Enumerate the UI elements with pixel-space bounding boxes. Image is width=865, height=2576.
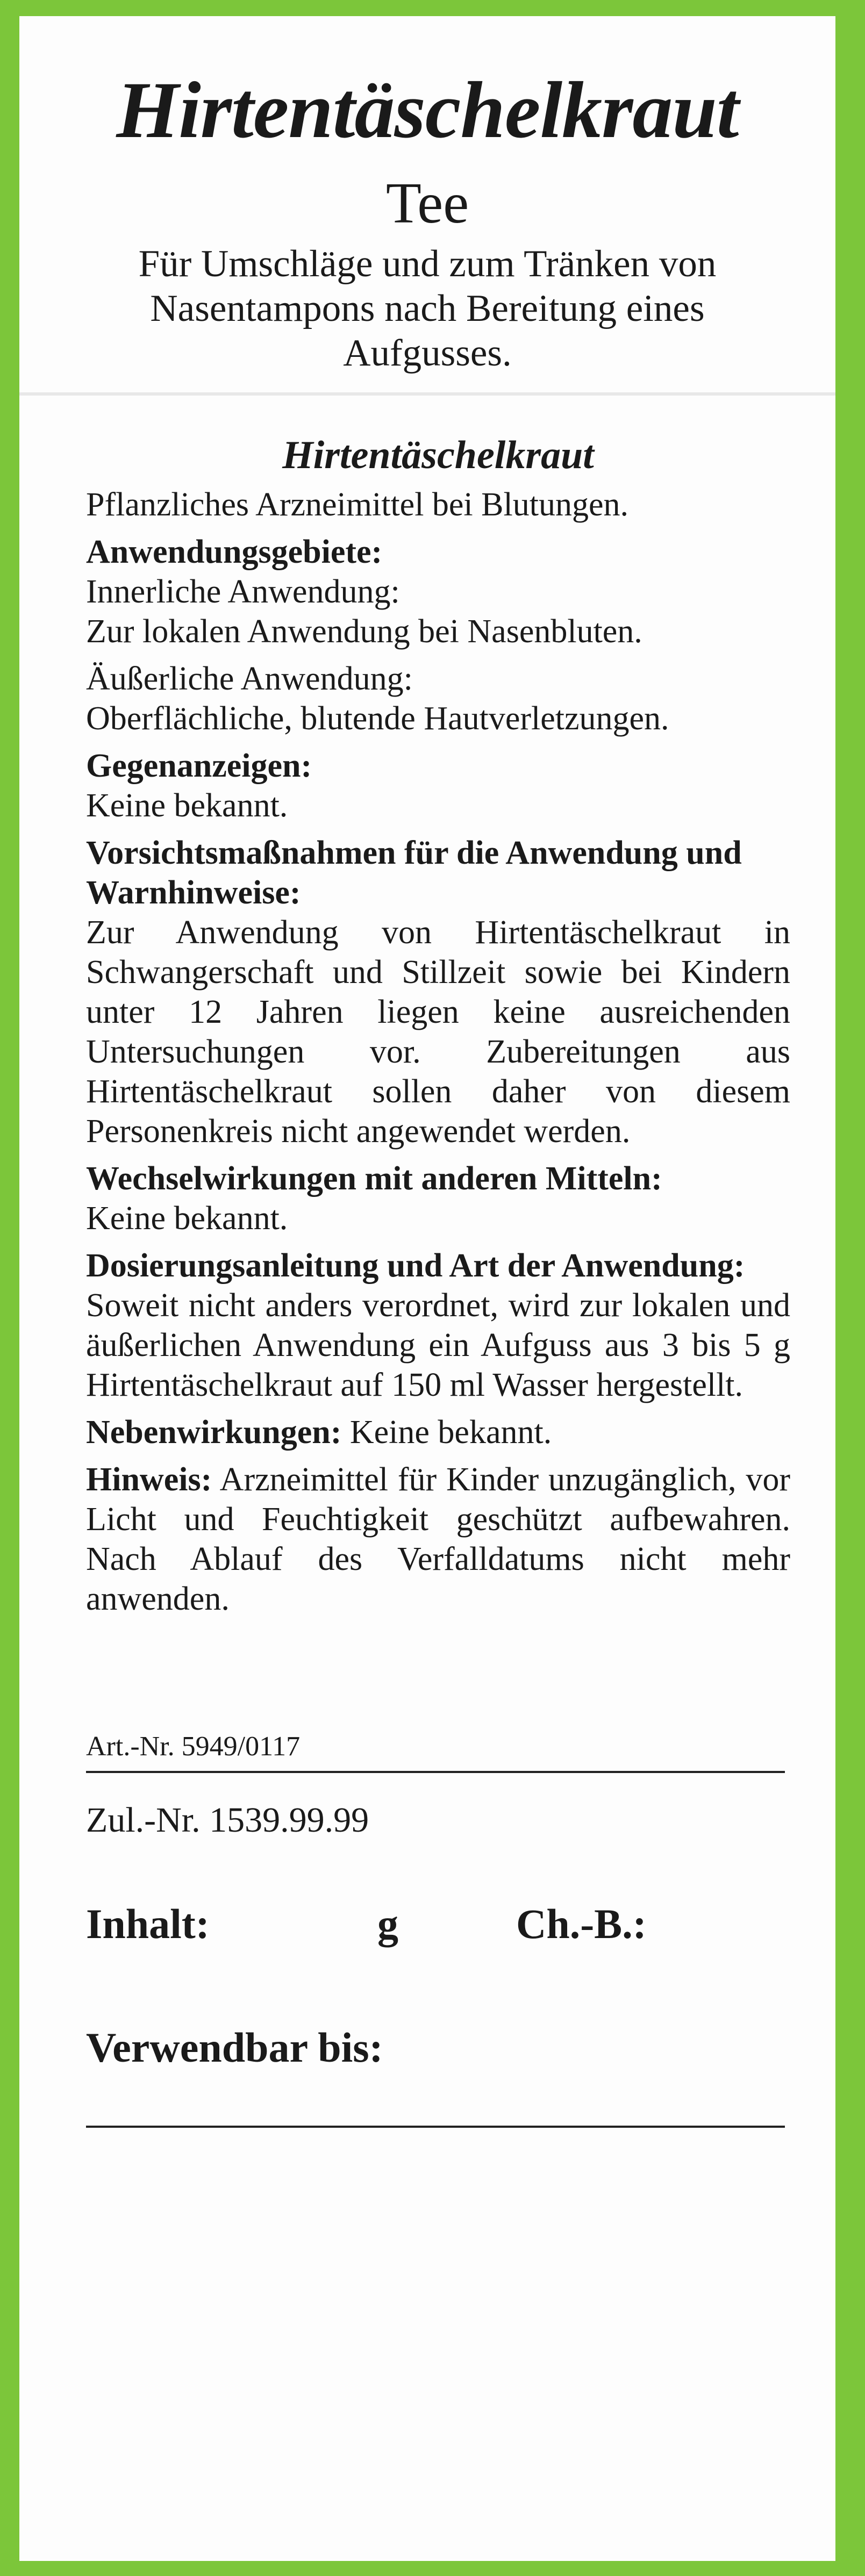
content-unit: g — [377, 1900, 398, 1947]
product-subtitle: Tee — [385, 171, 469, 235]
batch-label: Ch.-B.: — [516, 1900, 647, 1947]
content-label: Inhalt: — [86, 1900, 210, 1947]
heading-gegenanzeigen: Gegenanzeigen: — [86, 748, 312, 784]
package-leaflet-text — [86, 435, 790, 1626]
heading-anwendungsgebiete: Anwendungsgebiete: — [86, 534, 383, 570]
internal-use-text: Zur lokalen Anwendung bei Nasenbluten. — [86, 613, 642, 650]
heading-wechselwirkungen: Wechselwirkungen mit anderen Mitteln: — [86, 1160, 662, 1197]
heading-nebenwirkungen: Nebenwirkungen: — [86, 1414, 342, 1451]
heading-dosierung: Dosierungsanleitung und Art der Anwendung: — [86, 1247, 745, 1284]
heading-vorsichtsmassnahmen: Vorsichtsmaßnahmen für die Anwendung und Warnhinweise: — [86, 835, 742, 911]
product-usage-description: Für Umschläge und zum Tränken von Nasentampons nach Bereitung eines Aufgusses. — [138, 243, 717, 374]
heading-hinweis: Hinweis: — [86, 1461, 212, 1498]
section-dosierung — [86, 1246, 790, 1405]
external-use-text: Oberflächliche, blutende Hautverletzungen. — [86, 700, 669, 737]
nebenwirkungen-text: Keine bekannt. — [349, 1414, 552, 1451]
package-label — [19, 16, 835, 2561]
dosierung-text: Soweit nicht anders verordnet, wird zur lokalen und äußerlichen Anwendung ein Aufguss aus 3 bis 5 g Hirtentäschelkraut auf 150 ml Wasser hergestellt. — [86, 1287, 790, 1403]
product-title: Hirtentäschelkraut — [116, 66, 739, 155]
section-wechselwirkungen — [86, 1159, 790, 1238]
external-use-label: Äußerliche Anwendung: — [86, 661, 413, 697]
hinweis-text: Arzneimittel für Kinder unzugänglich, vor Licht und Feuchtigkeit geschützt aufbewahren. Nach Ablauf des Verfalldatums nicht mehr anwenden. — [86, 1461, 790, 1617]
internal-use-label: Innerliche Anwendung: — [86, 573, 400, 610]
section-nebenwirkungen — [86, 1412, 790, 1452]
intro-text: Pflanzliches Arzneimittel bei Blutungen. — [86, 486, 628, 523]
gegenanzeigen-text: Keine bekannt. — [86, 787, 288, 824]
section-anwendungsgebiete — [86, 532, 790, 738]
vorsichtsmassnahmen-text: Zur Anwendung von Hirtentäschelkraut in Schwangerschaft und Stillzeit sowie bei Kindern unter 12 Jahren liegen keine ausreichenden Untersuchungen vor. Zubereitungen aus Hirtentäschelkraut sollen daher von diesem Personenkreis nicht angewendet werden. — [86, 914, 790, 1150]
approval-number: Zul.-Nr. 1539.99.99 — [86, 1800, 369, 1840]
article-number: Art.-Nr. 5949/0117 — [86, 1731, 301, 1762]
section-gegenanzeigen — [86, 746, 790, 826]
label-header — [19, 16, 835, 396]
footer-rule-top — [86, 1771, 785, 1773]
section-hinweis — [86, 1460, 790, 1619]
section-vorsichtsmassnahmen — [86, 833, 790, 1151]
section-product-name: Hirtentäschelkraut — [282, 433, 594, 477]
expiry-label: Verwendbar bis: — [86, 2024, 383, 2071]
wechselwirkungen-text: Keine bekannt. — [86, 1200, 288, 1237]
expiry-write-line — [86, 2126, 785, 2128]
header-divider — [19, 392, 835, 396]
